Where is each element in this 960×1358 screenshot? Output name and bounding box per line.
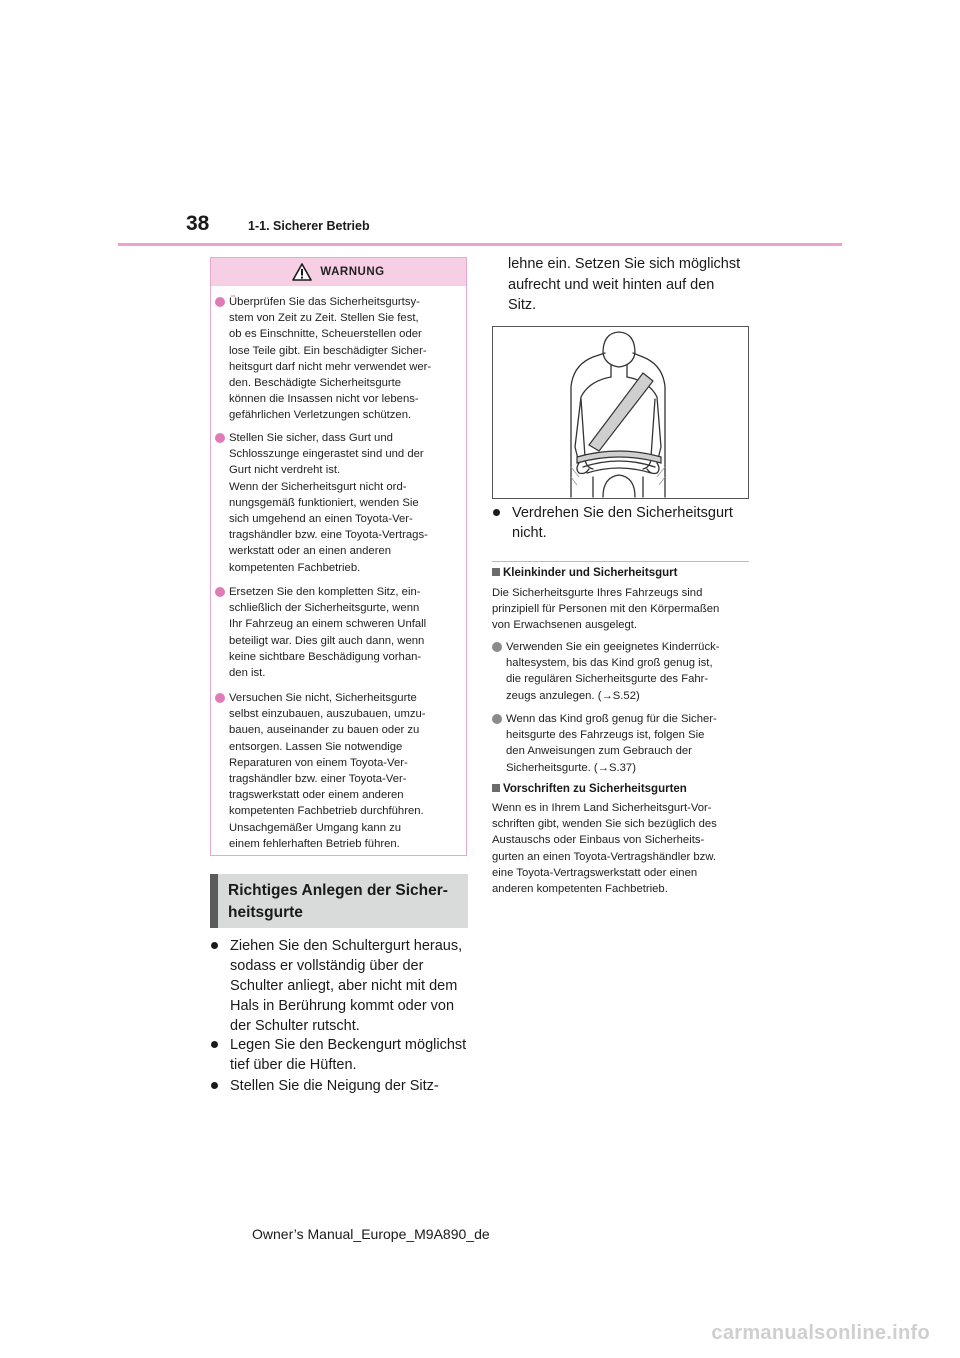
bullet-icon bbox=[492, 642, 502, 652]
warning-item: Stellen Sie sicher, dass Gurt und Schlosszunge eingerastet sind und der Gurt nicht verdreht ist. Wenn der Sicherheitsgurt nicht ord- nungsgemäß funktioniert, wenden Sie sich umgehend an einen Toyota-Ver- tragshändler bzw. eine Toyota-Vertrags- werkstatt oder an einen anderen kompetenten Fachbetrieb. bbox=[215, 430, 463, 576]
bullet-icon bbox=[211, 1082, 218, 1089]
seatbelt-illustration bbox=[492, 326, 749, 499]
bullet-icon bbox=[493, 509, 500, 516]
instruction-item: Legen Sie den Beckengurt möglichst tief über die Hüften. bbox=[211, 1035, 471, 1075]
instruction-item: Ziehen Sie den Schultergurt heraus, sodass er vollständig über der Schulter anliegt, aber nicht mit dem Hals in Berührung kommt oder von der Schulter rutscht. bbox=[211, 936, 471, 1036]
section-title: 1-1. Sicherer Betrieb bbox=[248, 219, 370, 233]
warning-title: WARNUNG bbox=[320, 266, 385, 278]
page-number: 38 bbox=[186, 212, 210, 235]
subheading-regulations: Vorschriften zu Sicherheitsgurten bbox=[492, 783, 687, 795]
bullet-icon bbox=[211, 942, 218, 949]
seated-person-icon bbox=[493, 327, 748, 498]
warning-item: Überprüfen Sie das Sicherheitsgurtsy- stem von Zeit zu Zeit. Stellen Sie fest, ob es Einschnitte, Scheuerstellen oder lose Teile gibt. Ein beschädigter Sicher- heitsgurt darf nicht mehr verwendet wer- den. Beschädigte Sicherheitsgurte können die Insassen nicht vor lebens- gefährlichen Verletzungen schützen. bbox=[215, 294, 463, 424]
bullet-icon bbox=[215, 297, 225, 307]
bullet-icon bbox=[215, 433, 225, 443]
header-rule bbox=[118, 243, 842, 246]
warning-item: Versuchen Sie nicht, Sicherheitsgurte selbst einzubauen, auszubauen, umzu- bauen, auseinander zu bauen oder zu entsorgen. Lassen Sie notwendige Reparaturen von einem Toyota-Ver- tragshändler bzw. einer Toyota-Ver- tragswerkstatt oder einem anderen kompetenten Fachbetrieb durchführen. Unsachgemäßer Umgang kann zu einem fehlerhaften Betrieb führen. bbox=[215, 690, 463, 852]
footer-text: Owner’s Manual_Europe_M9A890_de bbox=[252, 1226, 490, 1242]
instruction-continuation: lehne ein. Setzen Sie sich möglichst aufrecht und weit hinten auf den Sitz. bbox=[508, 256, 741, 313]
bullet-icon bbox=[211, 1041, 218, 1048]
kids-paragraph: Die Sicherheitsgurte Ihres Fahrzeugs sind prinzipiell für Personen mit den Körpermaßen von Erwachsenen ausgelegt. bbox=[492, 587, 720, 632]
instruction-item: Stellen Sie die Neigung der Sitz- bbox=[211, 1076, 471, 1096]
section-heading: Richtiges Anlegen der Sicher- heitsgurte bbox=[210, 874, 468, 928]
kids-item: Wenn das Kind groß genug für die Sicher- heitsgurte des Fahrzeugs ist, folgen Sie den Anweisungen zum Gebrauch der Sicherheitsgurte. (→S.37) bbox=[492, 711, 750, 776]
square-bullet-icon bbox=[492, 568, 500, 576]
warning-item: Ersetzen Sie den kompletten Sitz, ein- schließlich der Sicherheitsgurte, wenn Ihr Fahrzeug an einem schweren Unfall beteiligt war. Dies gilt auch dann, wenn keine sichtbare Beschädigung vorhan- den ist. bbox=[215, 584, 463, 681]
divider bbox=[492, 561, 749, 562]
subheading-kids: Kleinkinder und Sicherheitsgurt bbox=[492, 567, 677, 579]
warning-triangle-icon bbox=[292, 263, 312, 281]
bullet-icon bbox=[215, 693, 225, 703]
bullet-icon bbox=[492, 714, 502, 724]
warning-header bbox=[211, 258, 466, 286]
square-bullet-icon bbox=[492, 784, 500, 792]
instruction-item: Verdrehen Sie den Sicherheitsgurt nicht. bbox=[493, 503, 751, 543]
warning-box bbox=[210, 257, 467, 856]
regulations-paragraph: Wenn es in Ihrem Land Sicherheitsgurt-Vor- schriften gibt, wenden Sie sich bezüglich des Austauschs oder Einbaus von Sicherheits- gurten an einen Toyota-Vertragshändler bzw. eine Toyota-Vertragswerkstatt oder einen anderen kompetenten Fachbetrieb. bbox=[492, 802, 717, 896]
watermark: carmanualsonline.info bbox=[711, 1322, 930, 1344]
kids-item: Verwenden Sie ein geeignetes Kinderrück- haltesystem, bis das Kind groß genug ist, die regulären Sicherheitsgurte des Fahr- zeugs anzulegen. (→S.52) bbox=[492, 639, 750, 704]
bullet-icon bbox=[215, 587, 225, 597]
